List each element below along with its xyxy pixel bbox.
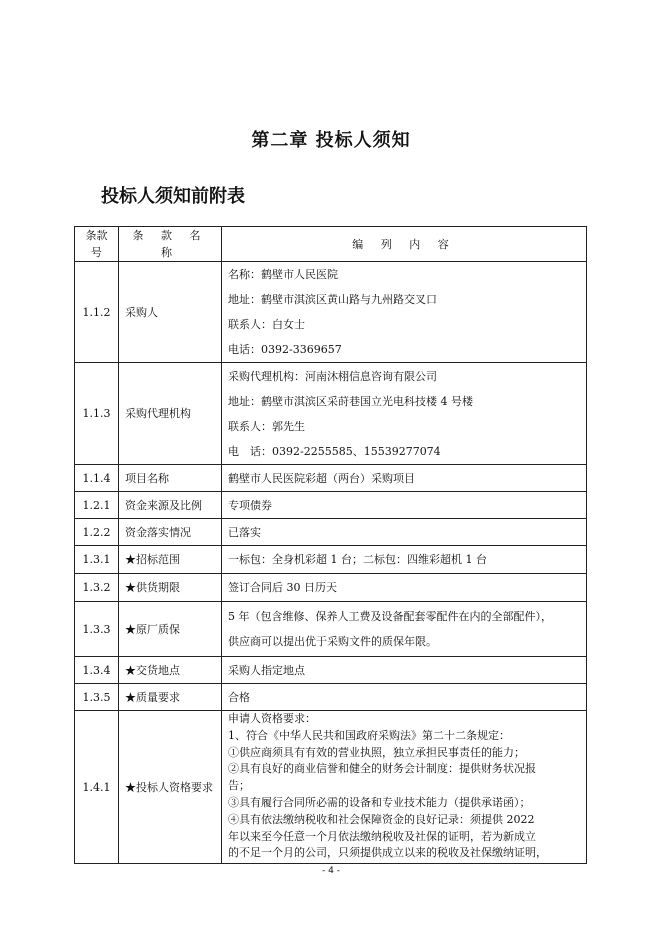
clause-name: 采购代理机构: [119, 363, 222, 465]
clause-name: 资金落实情况: [119, 519, 222, 546]
clause-name: ★投标人资格要求: [119, 711, 222, 864]
clause-number: 1.3.4: [75, 657, 119, 684]
table-row: [75, 519, 587, 546]
table-row: [75, 363, 587, 465]
content-line: 专项债券: [228, 498, 272, 512]
clause-content: [222, 684, 587, 711]
clause-number: 1.1.4: [75, 465, 119, 492]
clause-number: 1.2.1: [75, 492, 119, 519]
content-line: 电话：0392-3369657: [228, 343, 342, 356]
content-line: 采购代理机构：河南沐栩信息咨询有限公司: [228, 369, 437, 383]
table-row: [75, 602, 587, 657]
content-line: ①供应商须具有有效的营业执照，独立承担民事责任的能力；: [228, 745, 525, 759]
content-line: 联系人：白女士: [228, 318, 305, 331]
content-line: 地址：鹤壁市淇滨区黄山路与九州路交叉口: [228, 293, 437, 306]
bidder-instructions-table: [74, 226, 587, 864]
clause-content: [222, 262, 587, 363]
clause-name: ★供货期限: [119, 574, 222, 602]
header-content: 编 列 内 容: [222, 227, 587, 262]
section-title: 投标人须知前附表: [101, 186, 245, 207]
clause-content: [222, 363, 587, 465]
table-row: [75, 711, 587, 864]
clause-number: 1.1.3: [75, 363, 119, 465]
clause-name: 资金来源及比例: [119, 492, 222, 519]
table-row: [75, 574, 587, 602]
content-line: 年以来至今任意一个月依法缴纳税收及社保的证明，若为新成立: [228, 829, 536, 843]
clause-number: 1.3.2: [75, 574, 119, 602]
clause-number: 1.3.1: [75, 546, 119, 574]
content-line: ③具有履行合同所必需的设备和专业技术能力（提供承诺函）；: [228, 795, 531, 809]
clause-name: 采购人: [119, 262, 222, 363]
table-header-row: [75, 227, 587, 262]
clause-number: 1.3.5: [75, 684, 119, 711]
clause-content: [222, 574, 587, 602]
clause-content: [222, 492, 587, 519]
clause-name: ★原厂质保: [119, 602, 222, 657]
content-line: ④具有依法缴纳税收和社会保障资金的良好记录：须提供 2022: [228, 812, 535, 826]
content-line: 供应商可以提出优于采购文件的质保年限。: [228, 635, 437, 648]
clause-name: ★交货地点: [119, 657, 222, 684]
content-line: 采购人指定地点: [228, 663, 305, 677]
clause-name: ★质量要求: [119, 684, 222, 711]
clause-name: 项目名称: [119, 465, 222, 492]
clause-content: [222, 602, 587, 657]
clause-number: 1.4.1: [75, 711, 119, 864]
content-line: 地址：鹤壁市淇滨区采莳巷国立光电科技楼 4 号楼: [228, 394, 473, 408]
content-line: ②具有良好的商业信誉和健全的财务会计制度：提供财务状况报: [228, 762, 536, 776]
content-line: 已落实: [228, 525, 261, 539]
table-row: [75, 465, 587, 492]
content-line: 合格: [228, 690, 250, 704]
content-line: 一标包：全身机彩超 1 台；二标包：四维彩超机 1 台: [228, 553, 487, 566]
table-row: [75, 546, 587, 574]
clause-number: 1.1.2: [75, 262, 119, 363]
clause-content: [222, 711, 587, 864]
content-line: 联系人：郭先生: [228, 419, 305, 433]
table-row: [75, 492, 587, 519]
table-row: [75, 262, 587, 363]
content-line: 签订合同后 30 日历天: [228, 581, 337, 594]
chapter-title: 第二章 投标人须知: [251, 130, 411, 151]
content-line: 的不足一个月的公司，只须提供成立以来的税收及社保缴纳证明，: [228, 846, 547, 860]
clause-content: [222, 546, 587, 574]
content-line: 5 年（包含维修、保养人工费及设备配套零配件在内的全部配件），: [228, 610, 552, 623]
content-line: 1、符合《中华人民共和国政府采购法》第二十二条规定：: [228, 728, 510, 742]
table-row: [75, 657, 587, 684]
clause-name: ★招标范围: [119, 546, 222, 574]
content-line: 鹤壁市人民医院彩超（两台）采购项目: [228, 471, 415, 485]
clause-number: 1.3.3: [75, 602, 119, 657]
page-number: - 4 -: [322, 866, 340, 876]
header-clause-no: 条款号: [75, 227, 119, 262]
clause-content: [222, 465, 587, 492]
header-clause-name: 条 款 名 称: [119, 227, 222, 262]
content-line: 电 话：0392-2255585、15539277074: [228, 444, 441, 458]
clause-content: [222, 657, 587, 684]
table-row: [75, 684, 587, 711]
content-line: 名称：鹤壁市人民医院: [228, 268, 338, 281]
clause-content: [222, 519, 587, 546]
content-line: 告；: [228, 779, 250, 793]
content-line: 申请人资格要求：: [228, 712, 316, 725]
clause-number: 1.2.2: [75, 519, 119, 546]
